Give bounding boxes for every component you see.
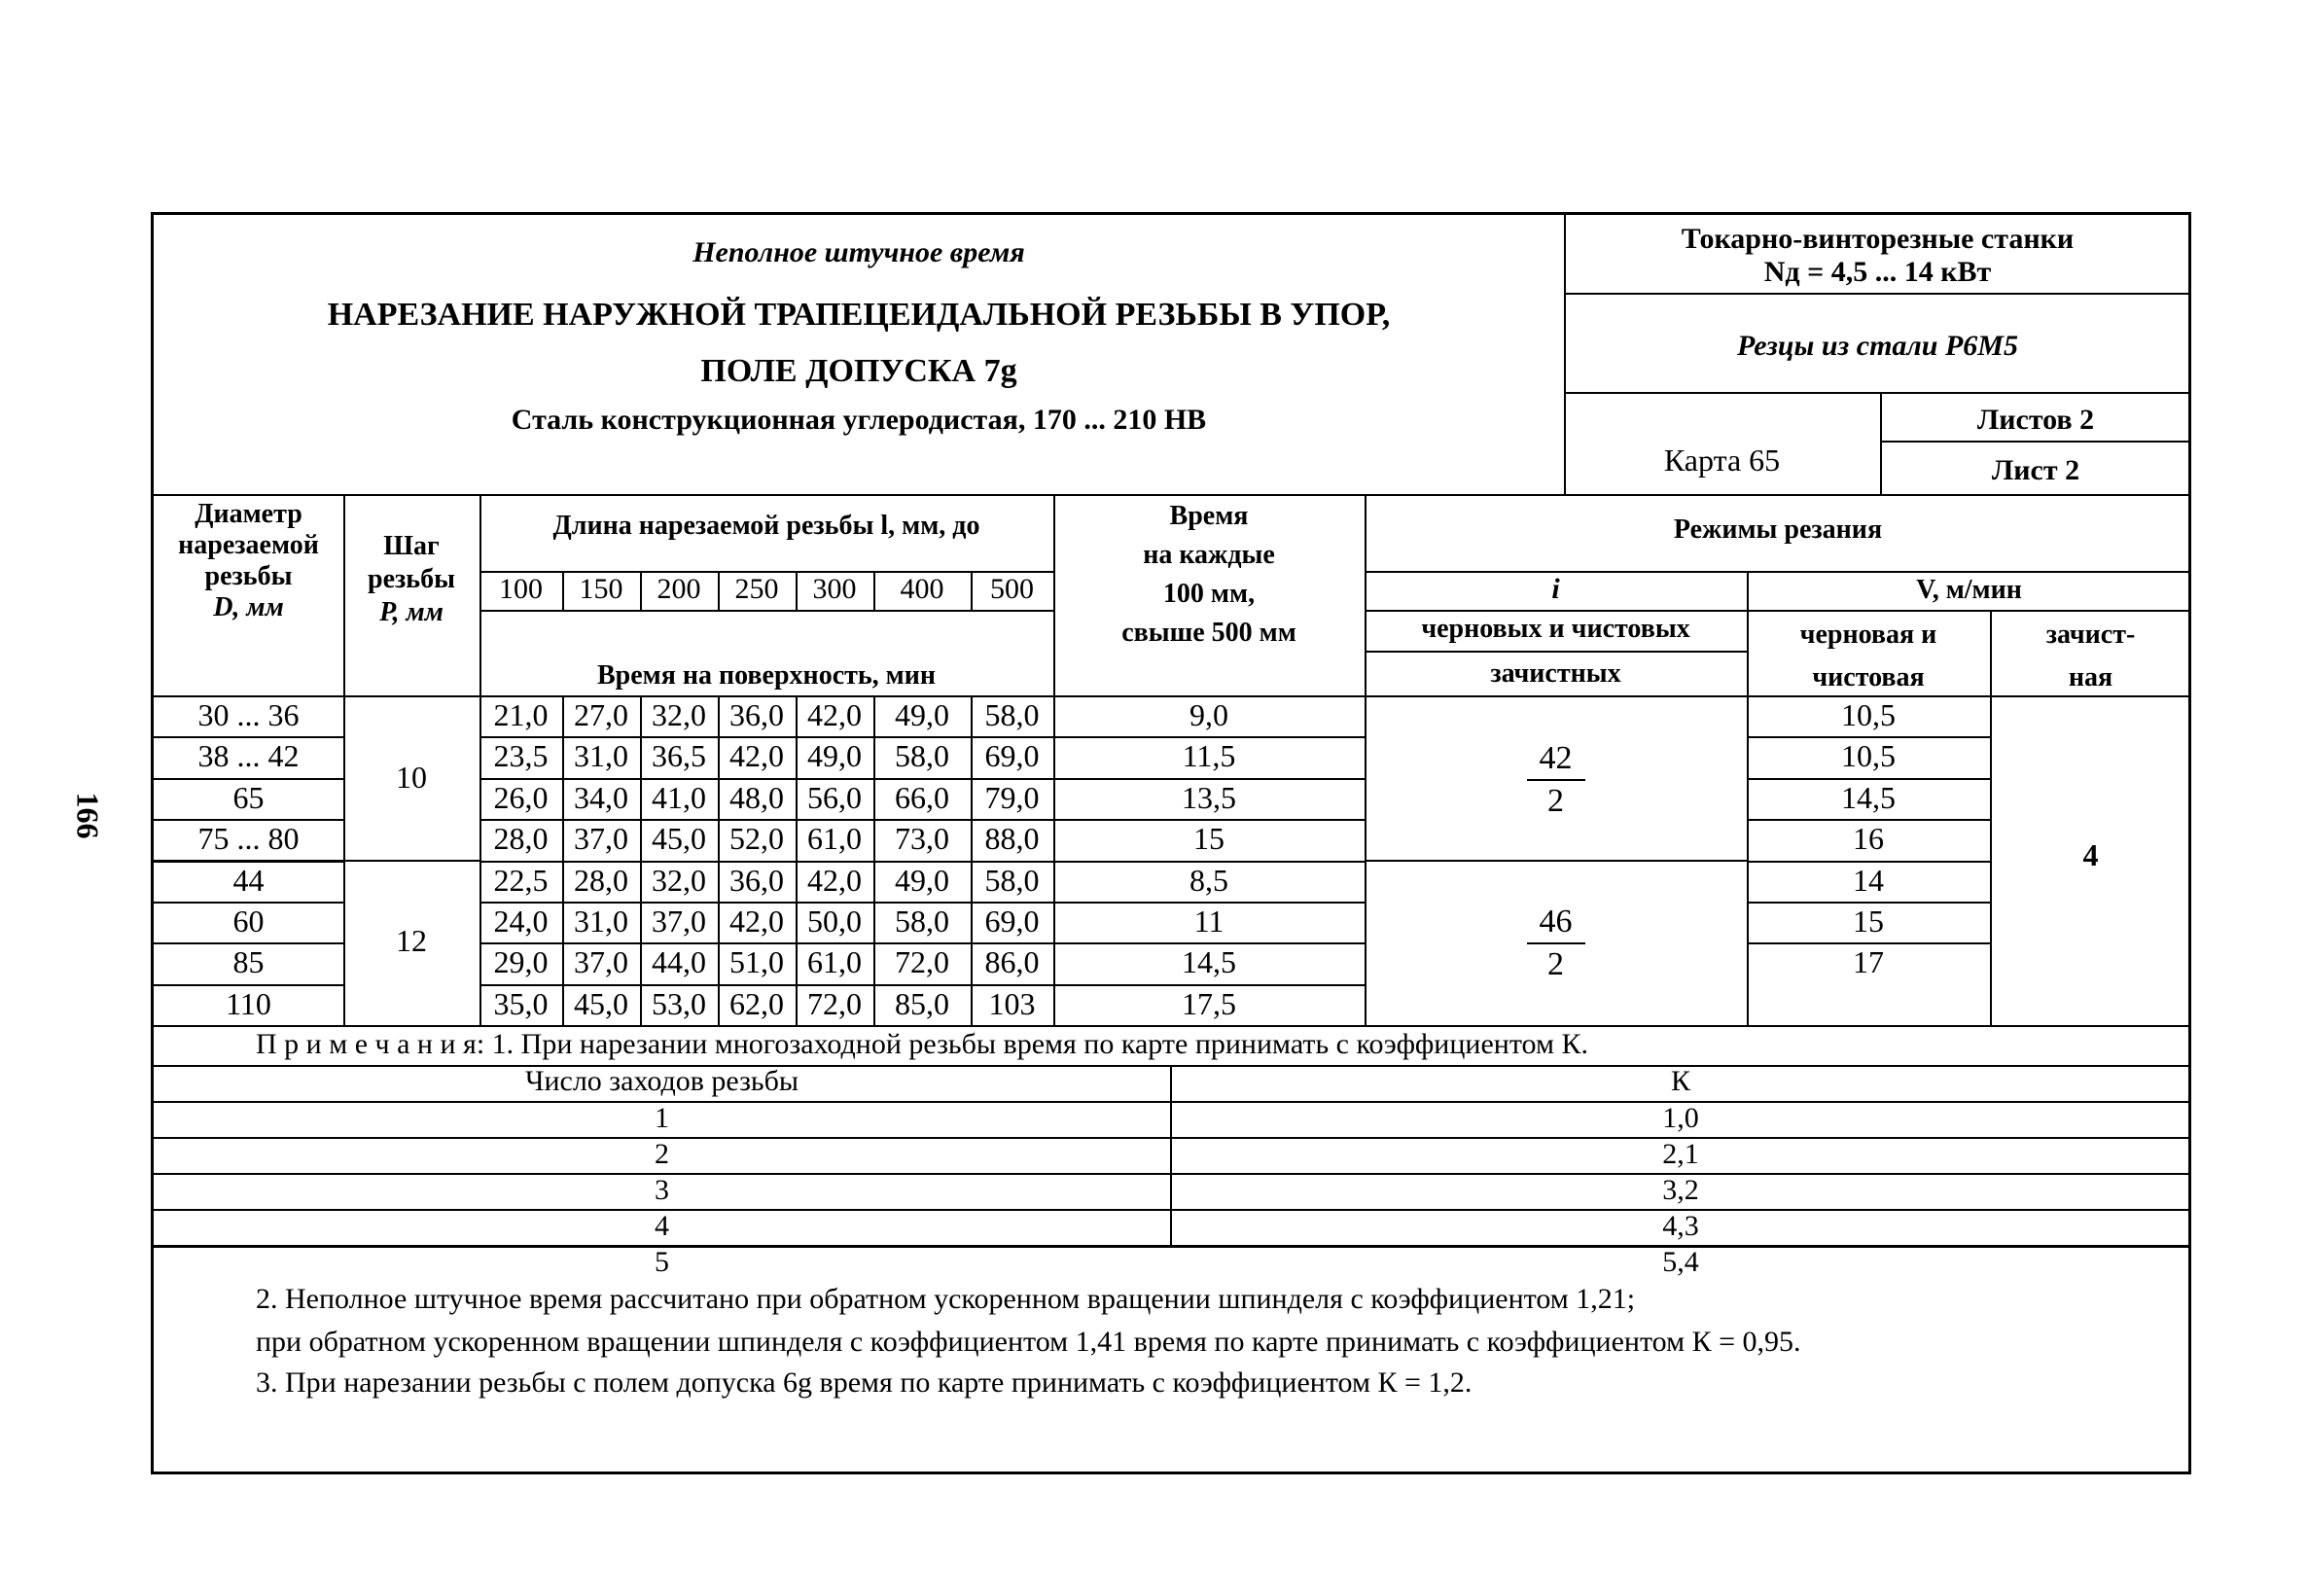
row-time-cell: 73,0 [895, 821, 949, 857]
row-time-cell: 28,0 [493, 821, 549, 857]
row-v-rough: 16 [1853, 821, 1884, 857]
rule [971, 695, 973, 1025]
row-time-cell: 49,0 [895, 697, 949, 732]
row-time-cell: 32,0 [652, 697, 706, 732]
k-row-threads: 1 [655, 1102, 669, 1134]
row-v-rough: 14,5 [1841, 779, 1896, 815]
rule [562, 695, 564, 1025]
row-time-cell: 61,0 [807, 821, 862, 857]
row-time-cell: 69,0 [984, 904, 1040, 939]
row-diameter: 75 ... 80 [197, 821, 300, 857]
col-extra-line: Время [1169, 501, 1249, 531]
rule [1564, 392, 2191, 394]
row-time-cell: 31,0 [574, 904, 628, 939]
row-time-cell: 69,0 [984, 738, 1040, 774]
note-2b: при обратном ускоренном вращении шпинделя с коэффициентом 1,41 время по карте принимать с коэффициентом К = 0,95. [256, 1326, 1801, 1358]
col-pitch-header [343, 530, 479, 629]
header-title-line1: НАРЕЗАНИЕ НАРУЖНОЙ ТРАПЕЦЕИДАЛЬНОЙ РЕЗЬБЫ В УПОР, [327, 297, 1391, 333]
row-time-cell: 22,5 [493, 862, 549, 898]
row-time-cell: 36,0 [729, 862, 784, 898]
row-time-cell: 62,0 [729, 985, 784, 1021]
k-table-header-left: Число заходов резьбы [524, 1065, 799, 1097]
row-time-cell: 37,0 [574, 944, 628, 980]
header-subtitle: Неполное штучное время [692, 236, 1025, 268]
row-time-cell: 37,0 [574, 821, 628, 857]
row-extra-time: 13,5 [1182, 779, 1236, 815]
col-v-rough-line: чистовая [1812, 662, 1925, 692]
row-extra-time: 11 [1193, 904, 1224, 939]
rule [343, 860, 479, 862]
sheet-number: Лист 2 [1991, 454, 2080, 486]
row-time-cell: 45,0 [652, 821, 706, 857]
rule [796, 695, 798, 1025]
length-header-cell: 200 [657, 573, 701, 605]
rule [154, 494, 2191, 496]
col-time-surface: Время на поверхность, мин [596, 660, 937, 691]
k-row-coefficient: 4,3 [1662, 1210, 1699, 1242]
i-fraction-1 [1365, 740, 1747, 820]
col-cleaning: зачистных [1490, 658, 1621, 689]
col-i-label: i [1551, 573, 1560, 605]
row-diameter: 60 [232, 904, 265, 939]
col-length-title: Длина нарезаемой резьбы l, мм, до [552, 511, 980, 541]
row-time-cell: 36,0 [729, 697, 784, 732]
row-time-cell: 53,0 [652, 985, 706, 1021]
row-extra-time: 11,5 [1182, 738, 1236, 774]
note-1: П р и м е ч а н и я: 1. При нарезании многозаходной резьбы время по карте принимать с коэффициентом К. [256, 1028, 1588, 1060]
row-diameter: 38 ... 42 [197, 738, 300, 774]
fraction-bar [1527, 779, 1585, 781]
row-time-cell: 72,0 [895, 944, 949, 980]
row-time-cell: 34,0 [574, 779, 628, 815]
i-fraction-den: 2 [1547, 946, 1564, 982]
row-time-cell: 27,0 [574, 697, 628, 732]
rule [1880, 441, 2191, 443]
row-time-cell: 32,0 [652, 862, 706, 898]
row-time-cell: 61,0 [807, 944, 862, 980]
k-row-threads: 2 [655, 1138, 669, 1170]
col-pitch-line: резьбы [368, 564, 455, 594]
row-time-cell: 35,0 [493, 985, 549, 1021]
rule [479, 610, 1053, 612]
i-fraction-2 [1365, 904, 1747, 983]
note-3: 3. При нарезании резьбы с полем допуска 6g время по карте принимать с коэффициентом К = 1,2. [256, 1366, 1473, 1399]
col-diameter-line: резьбы [204, 561, 293, 591]
rule [154, 1025, 2191, 1027]
row-extra-time: 9,0 [1189, 697, 1228, 732]
k-row-threads: 3 [655, 1174, 669, 1206]
rule [154, 1246, 2191, 1248]
row-time-cell: 44,0 [652, 944, 706, 980]
row-time-cell: 66,0 [895, 779, 949, 815]
row-time-cell: 103 [988, 985, 1036, 1021]
row-time-cell: 58,0 [984, 697, 1040, 732]
row-time-cell: 45,0 [574, 985, 628, 1021]
col-diameter-header [154, 499, 343, 623]
length-header-cell: 400 [900, 573, 944, 605]
col-extra-line: свыше 500 мм [1121, 618, 1296, 648]
k-row-threads: 5 [655, 1246, 669, 1278]
row-time-cell: 72,0 [807, 985, 862, 1021]
pitch-group-2: 12 [396, 923, 427, 958]
k-table-header-right: К [1670, 1065, 1690, 1097]
row-time-cell: 85,0 [895, 985, 949, 1021]
row-v-rough: 10,5 [1841, 738, 1896, 774]
row-time-cell: 58,0 [984, 862, 1040, 898]
row-time-cell: 42,0 [729, 738, 784, 774]
i-fraction-den: 2 [1547, 783, 1564, 819]
k-row-threads: 4 [655, 1210, 669, 1242]
row-time-cell: 42,0 [729, 904, 784, 939]
row-time-cell: 58,0 [895, 738, 949, 774]
col-diameter-line: Диаметр [195, 499, 302, 529]
k-row-coefficient: 1,0 [1662, 1102, 1699, 1134]
card-number: Карта 65 [1663, 443, 1781, 478]
length-header-cell: 100 [499, 573, 543, 605]
header-material: Сталь конструкционная углеродистая, 170 ... 210 НВ [511, 404, 1207, 436]
length-header-cell: 250 [734, 573, 779, 605]
row-extra-time: 17,5 [1182, 985, 1236, 1021]
pitch-group-1: 10 [396, 760, 427, 795]
row-diameter: 85 [232, 944, 265, 980]
i-fraction-num: 46 [1539, 904, 1573, 940]
tool-label: Резцы из стали Р6М5 [1737, 330, 2018, 362]
row-diameter: 65 [232, 779, 265, 815]
col-v-clean-line: ная [2068, 662, 2113, 692]
row-time-cell: 42,0 [807, 862, 862, 898]
col-extra-header [1053, 497, 1365, 653]
col-diameter-line: нарезаемой [178, 530, 319, 560]
row-diameter: 44 [232, 862, 265, 898]
col-v-rough-finish [1747, 614, 1990, 699]
row-time-cell: 36,5 [652, 738, 706, 774]
length-header-cell: 500 [990, 573, 1034, 605]
col-pitch-line: P, мм [379, 597, 444, 627]
col-v-clean-line: зачист- [2045, 620, 2136, 650]
rule [154, 860, 343, 862]
row-v-rough: 15 [1853, 904, 1884, 939]
row-time-cell: 88,0 [984, 821, 1040, 857]
row-time-cell: 52,0 [729, 821, 784, 857]
row-extra-time: 8,5 [1189, 862, 1228, 898]
row-time-cell: 49,0 [807, 738, 862, 774]
fraction-bar [1527, 942, 1585, 944]
row-extra-time: 15 [1193, 821, 1224, 857]
sheets-total: Листов 2 [1976, 404, 2095, 436]
col-modes-title: Режимы резания [1673, 514, 1883, 545]
note-2a: 2. Неполное штучное время рассчитано при обратном ускоренном вращении шпинделя с коэффициентом 1,21; [256, 1283, 1636, 1315]
row-time-cell: 51,0 [729, 944, 784, 980]
k-row-coefficient: 3,2 [1662, 1174, 1699, 1206]
col-extra-line: на каждые [1143, 540, 1275, 570]
row-v-rough: 17 [1853, 944, 1884, 980]
length-header-cell: 300 [812, 573, 857, 605]
machine-line1: Токарно-винторезные станки [1681, 223, 2075, 255]
rule [1564, 293, 2191, 295]
row-time-cell: 79,0 [984, 779, 1040, 815]
col-rough-finish: черновых и чистовых [1421, 614, 1690, 644]
row-diameter: 30 ... 36 [197, 697, 300, 732]
rule [1365, 610, 2191, 612]
col-v-label: V, м/мин [1916, 575, 2022, 605]
card-sheet [151, 212, 2191, 1474]
machine-line2: Nд = 4,5 ... 14 кВт [1763, 256, 1992, 288]
i-fraction-num: 42 [1539, 740, 1573, 776]
row-time-cell: 50,0 [807, 904, 862, 939]
page-number: 166 [70, 792, 106, 839]
row-time-cell: 37,0 [652, 904, 706, 939]
row-diameter: 110 [226, 985, 271, 1021]
col-diameter-line: D, мм [213, 592, 284, 622]
row-time-cell: 56,0 [807, 779, 862, 815]
row-time-cell: 26,0 [493, 779, 549, 815]
v-clean-value: 4 [2082, 837, 2099, 872]
row-time-cell: 28,0 [574, 862, 628, 898]
row-time-cell: 58,0 [895, 904, 949, 939]
rule [640, 695, 642, 1025]
row-time-cell: 21,0 [493, 697, 549, 732]
rule [1365, 651, 1747, 653]
row-time-cell: 41,0 [652, 779, 706, 815]
length-header-cell: 150 [579, 573, 623, 605]
row-v-rough: 10,5 [1841, 697, 1896, 732]
row-extra-time: 14,5 [1182, 944, 1236, 980]
row-time-cell: 31,0 [574, 738, 628, 774]
row-time-cell: 49,0 [895, 862, 949, 898]
rule [718, 695, 720, 1025]
header-title-line2: ПОЛЕ ДОПУСКА 7g [700, 353, 1017, 389]
row-time-cell: 23,5 [493, 738, 549, 774]
row-time-cell: 42,0 [807, 697, 862, 732]
col-v-rough-line: черновая и [1799, 620, 1937, 650]
col-v-clean [1990, 614, 2191, 699]
row-time-cell: 86,0 [984, 944, 1040, 980]
rule [1365, 860, 1747, 862]
col-pitch-line: Шаг [383, 531, 440, 561]
row-time-cell: 29,0 [493, 944, 549, 980]
k-row-coefficient: 5,4 [1662, 1246, 1699, 1278]
k-row-coefficient: 2,1 [1662, 1138, 1699, 1170]
row-v-rough: 14 [1853, 862, 1884, 898]
row-time-cell: 48,0 [729, 779, 784, 815]
col-extra-line: 100 мм, [1162, 579, 1256, 609]
row-time-cell: 24,0 [493, 904, 549, 939]
rule [873, 695, 875, 1025]
